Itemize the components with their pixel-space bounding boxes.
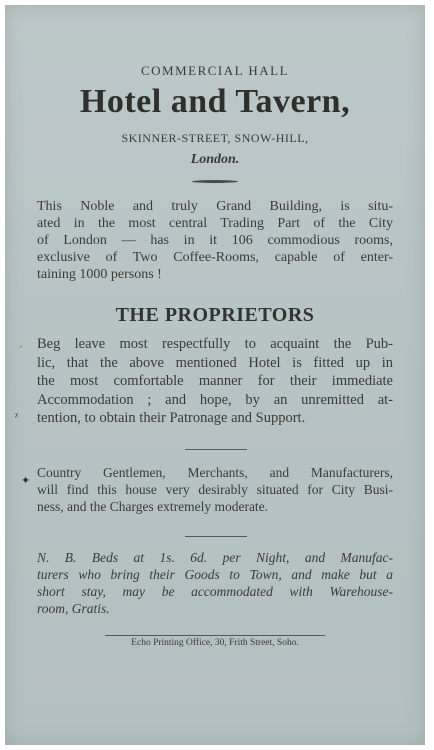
intro-line: taining 1000 persons ! [37,267,162,282]
nb-line: turers who bring their Goods to Town, and make but a [37,567,393,582]
country-paragraph [37,464,393,515]
intro-paragraph [37,198,393,283]
nb-line: room, Gratis. [37,601,110,616]
pencil-tick-mark: ʾ [19,344,23,356]
nb-line: N. B. Beds at 1s. 6d. per Night, and Manufac- [37,550,393,565]
pencil-tick-mark: ᵡ [15,410,19,422]
intro-line: of London — has in it 106 commodious rooms, [37,233,393,248]
intro-line: exclusive of Two Coffee-Rooms, capable of enter- [37,250,393,265]
divider-rule [185,449,247,450]
nb-line: short stay, may be accommodated with Warehouse- [37,584,393,599]
proprietors-line: the most comfortable manner for their immediate [37,373,393,389]
proprietors-line: Beg leave most respectfully to acquaint the Pub- [37,336,393,352]
proprietors-line: lic, that the above mentioned Hotel is fitted up in [37,354,393,371]
country-line: ness, and the Charges extremely moderate. [37,499,269,514]
proprietors-line: Accommodation ; and hope, by an unremitted at- [37,391,393,408]
proprietors-paragraph [37,335,393,428]
city-name: London. [190,152,240,167]
handbill-sheet [5,5,425,745]
commercial-hall-line: COMMERCIAL HALL [140,63,290,78]
proprietors-heading: THE PROPRIETORS [115,304,315,326]
proprietors-line: tention, to obtain their Patronage and Support. [37,410,306,426]
intro-line: ated in the most central Trading Part of the City [37,216,393,231]
nb-paragraph [37,549,393,617]
street-address: SKINNER-STREET, SNOW-HILL, [121,131,309,145]
printer-imprint: Echo Printing Office, 30, Frith Street, Soho. [105,635,325,648]
pencil-tick-mark: ✦ [21,475,31,487]
divider-rule [185,536,247,537]
hotel-title: Hotel and Tavern, [79,83,351,120]
intro-line: This Noble and truly Grand Building, is situ- [37,199,393,214]
country-line: will find this house very desirably situated for City Busi- [37,482,393,497]
ornament-rule [192,180,238,184]
country-line: Country Gentlemen, Merchants, and Manufacturers, [37,465,393,480]
